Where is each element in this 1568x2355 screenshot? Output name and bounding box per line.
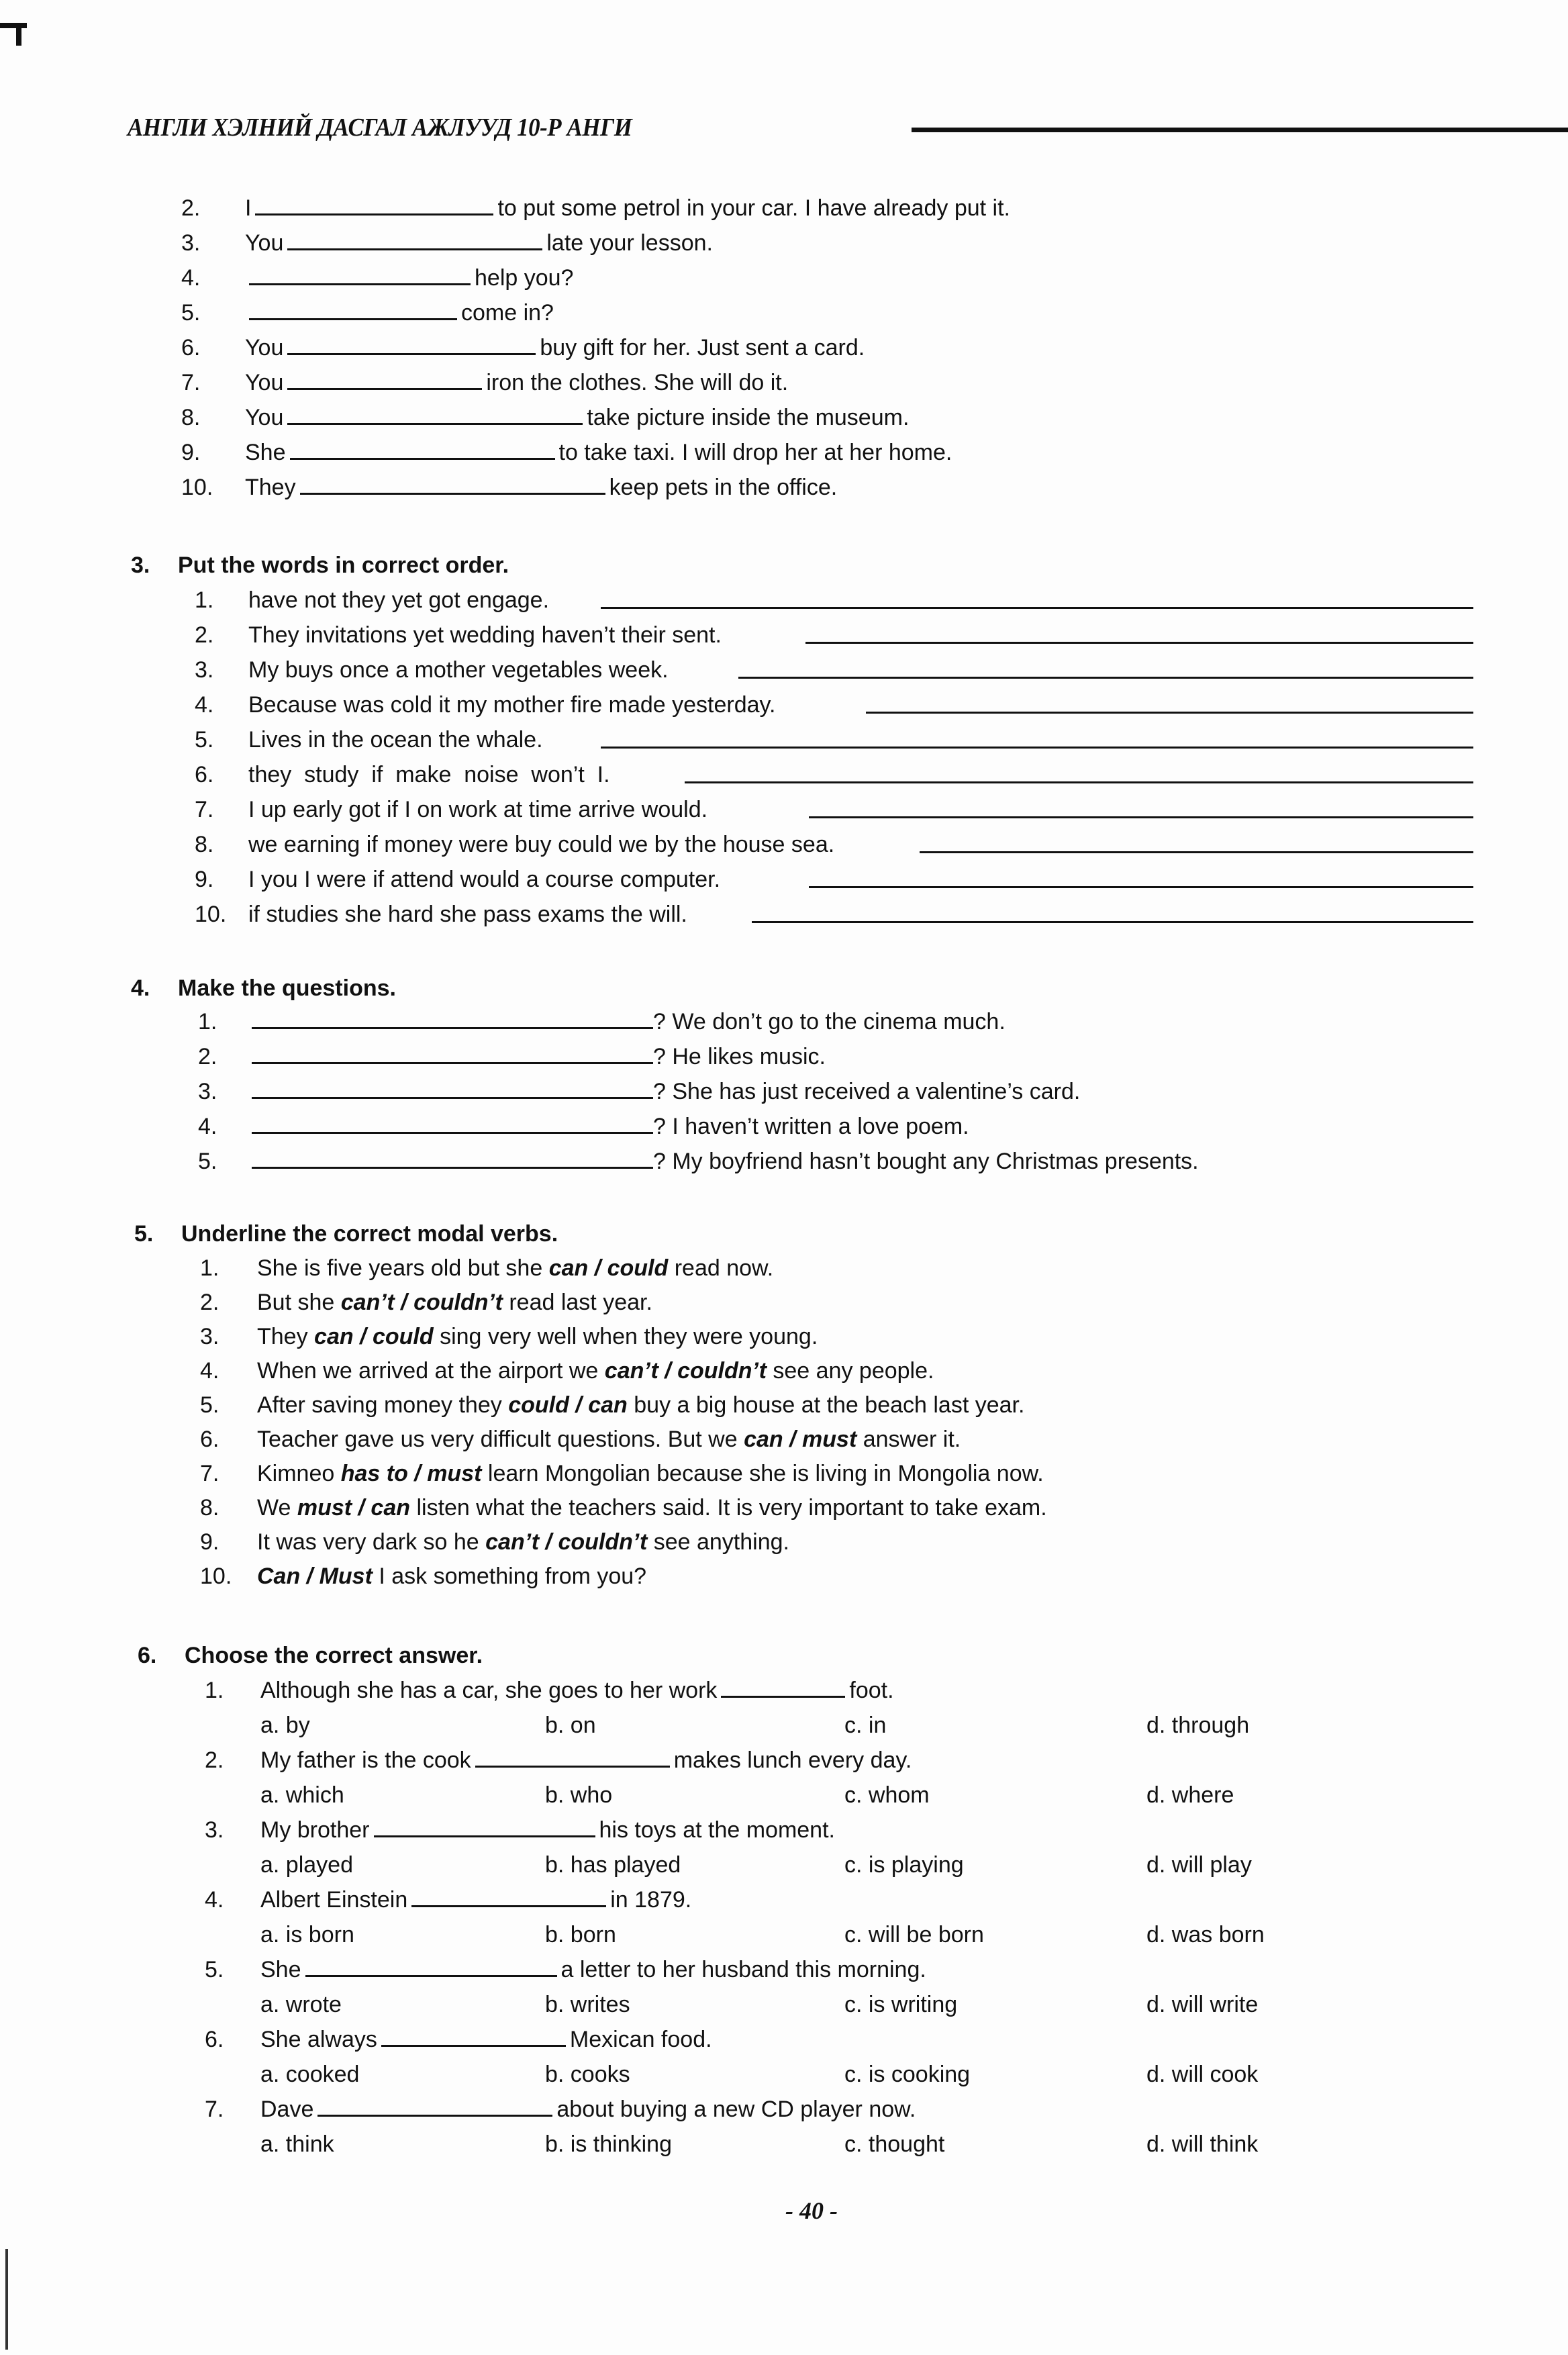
list-item: 7. You iron the clothes. She will do it. (181, 370, 789, 395)
scan-corner-mark (0, 23, 27, 28)
list-item: 5. ? My boyfriend hasn’t bought any Christmas presents. (198, 1149, 1199, 1174)
answer-line[interactable] (805, 642, 1473, 644)
list-item: 2. ? He likes music. (198, 1044, 826, 1069)
list-item: 6. Teacher gave us very difficult questions. But we can / must answer it. (200, 1427, 961, 1452)
modal-choice[interactable]: can’t / couldn’t (485, 1529, 648, 1555)
page-number: - 40 - (785, 2197, 838, 2224)
answer-line[interactable] (738, 677, 1473, 679)
section-title: 4. Make the questions. (131, 975, 396, 1001)
modal-choice[interactable]: can / must (744, 1427, 857, 1452)
list-item: 5. After saving money they could / can buy a big house at the beach last year. (200, 1392, 1025, 1418)
option-a[interactable]: a. played (260, 1852, 353, 1878)
list-item: 8. we earning if money were buy could we by the house sea. (195, 832, 835, 857)
scan-edge-mark (5, 2249, 8, 2350)
list-item: 5. Lives in the ocean the whale. (195, 727, 543, 753)
list-item: 6. they study if make noise won’t I. (195, 762, 610, 787)
answer-blank[interactable] (287, 369, 482, 390)
answer-blank[interactable] (411, 1886, 606, 1907)
section-title: 3. Put the words in correct order. (131, 552, 509, 578)
option-c[interactable]: c. thought (844, 2131, 945, 2157)
option-b[interactable]: b. who (545, 1782, 613, 1808)
answer-blank[interactable] (317, 2096, 552, 2117)
list-item: 9. It was very dark so he can’t / couldn’t see anything. (200, 1529, 789, 1555)
list-item: 1. have not they yet got engage. (195, 587, 550, 613)
option-b[interactable]: b. has played (545, 1852, 681, 1878)
option-c[interactable]: c. will be born (844, 1922, 984, 1948)
option-c[interactable]: c. is cooking (844, 2062, 971, 2087)
option-c[interactable]: c. is playing (844, 1852, 964, 1878)
option-b[interactable]: b. cooks (545, 2062, 630, 2087)
answer-blank[interactable] (255, 195, 493, 215)
question-blank[interactable] (252, 1113, 653, 1134)
list-item: 2. I to put some petrol in your car. I have already put it. (181, 195, 1010, 221)
question-row: 4. Albert Einstein in 1879. (205, 1887, 692, 1913)
list-item: 10. They keep pets in the office. (181, 475, 838, 500)
option-c[interactable]: c. whom (844, 1782, 930, 1808)
answer-line[interactable] (685, 781, 1473, 783)
question-row: 7. Dave about buying a new CD player now. (205, 2097, 916, 2122)
answer-line[interactable] (866, 712, 1473, 714)
list-item: 10. if studies she hard she pass exams the will. (195, 902, 687, 927)
modal-choice[interactable]: could / can (508, 1392, 628, 1418)
question-row: 2. My father is the cook makes lunch every day. (205, 1747, 912, 1773)
option-a[interactable]: a. which (260, 1782, 344, 1808)
modal-choice[interactable]: Can / Must (257, 1564, 373, 1589)
question-row: 1. Although she has a car, she goes to her work foot. (205, 1678, 894, 1703)
answer-line[interactable] (601, 747, 1473, 749)
answer-line[interactable] (809, 886, 1473, 888)
question-blank[interactable] (252, 1148, 653, 1169)
list-item: 9. I you I were if attend would a course computer. (195, 867, 721, 892)
answer-blank[interactable] (287, 404, 583, 425)
answer-line[interactable] (752, 921, 1473, 923)
modal-choice[interactable]: must / can (297, 1495, 411, 1521)
question-row: 6. She always Mexican food. (205, 2027, 712, 2052)
list-item: 6. You buy gift for her. Just sent a card. (181, 335, 865, 361)
page-header (128, 113, 1510, 153)
option-c[interactable]: c. is writing (844, 1992, 958, 2017)
list-item: 4. When we arrived at the airport we can’t / couldn’t see any people. (200, 1358, 934, 1384)
option-a[interactable]: a. cooked (260, 2062, 360, 2087)
answer-blank[interactable] (381, 2026, 566, 2047)
list-item: 1. ? We don’t go to the cinema much. (198, 1009, 1006, 1035)
list-item: 7. I up early got if I on work at time arrive would. (195, 797, 708, 822)
option-d[interactable]: d. will write (1146, 1992, 1259, 2017)
modal-choice[interactable]: can / could (548, 1255, 669, 1281)
answer-blank[interactable] (475, 1747, 670, 1768)
option-d[interactable]: d. was born (1146, 1922, 1265, 1948)
list-item: 3. You late your lesson. (181, 230, 713, 256)
option-d[interactable]: d. will cook (1146, 2062, 1259, 2087)
option-b[interactable]: b. is thinking (545, 2131, 672, 2157)
answer-line[interactable] (809, 816, 1473, 818)
list-item: 2. But she can’t / couldn’t read last year. (200, 1290, 652, 1315)
option-b[interactable]: b. writes (545, 1992, 630, 2017)
header-rule (912, 128, 1568, 132)
list-item: 8. We must / can listen what the teachers said. It is very important to take exam. (200, 1495, 1047, 1521)
list-item: 4. ? I haven’t written a love poem. (198, 1114, 969, 1139)
list-item: 2. They invitations yet wedding haven’t their sent. (195, 622, 722, 648)
option-b[interactable]: b. on (545, 1713, 596, 1738)
list-item: 8. You take picture inside the museum. (181, 405, 910, 430)
answer-blank[interactable] (287, 334, 536, 355)
section-title: 6. Choose the correct answer. (138, 1643, 483, 1668)
answer-blank[interactable] (721, 1677, 845, 1698)
question-blank[interactable] (252, 1078, 653, 1099)
list-item: 5. come in? (181, 300, 554, 326)
option-a[interactable]: a. think (260, 2131, 334, 2157)
answer-blank[interactable] (300, 474, 605, 495)
answer-line[interactable] (920, 851, 1473, 853)
list-item: 3. They can / could sing very well when they were young. (200, 1324, 818, 1349)
list-item: 4. help you? (181, 265, 574, 291)
option-d[interactable]: d. through (1146, 1713, 1250, 1738)
list-item: 1. She is five years old but she can / could read now. (200, 1255, 774, 1281)
question-row: 3. My brother his toys at the moment. (205, 1817, 835, 1843)
modal-choice[interactable]: can’t / couldn’t (604, 1358, 767, 1384)
list-item: 9. She to take taxi. I will drop her at her home. (181, 440, 952, 465)
list-item: 10. Can / Must I ask something from you? (200, 1564, 647, 1589)
question-row: 5. She a letter to her husband this morning. (205, 1957, 926, 1982)
modal-choice[interactable]: can’t / couldn’t (340, 1290, 503, 1315)
list-item: 3. ? She has just received a valentine’s card. (198, 1079, 1081, 1104)
section-title: 5. Underline the correct modal verbs. (134, 1221, 558, 1247)
answer-blank[interactable] (249, 265, 471, 285)
answer-blank[interactable] (290, 439, 555, 460)
option-c[interactable]: c. in (844, 1713, 887, 1738)
answer-blank[interactable] (249, 299, 457, 320)
answer-blank[interactable] (305, 1956, 557, 1977)
answer-blank[interactable] (287, 230, 542, 250)
modal-choice[interactable]: has to / must (340, 1461, 482, 1486)
answer-blank[interactable] (374, 1817, 595, 1837)
list-item: 7. Kimneo has to / must learn Mongolian because she is living in Mongolia now. (200, 1461, 1044, 1486)
option-d[interactable]: d. will think (1146, 2131, 1259, 2157)
option-d[interactable]: d. will play (1146, 1852, 1252, 1878)
page-title: АНГЛИ ХЭЛНИЙ ДАСГАЛ АЖЛУУД 10-Р АНГИ (128, 113, 632, 142)
question-blank[interactable] (252, 1008, 653, 1029)
question-blank[interactable] (252, 1043, 653, 1064)
modal-choice[interactable]: can / could (314, 1324, 434, 1349)
option-a[interactable]: a. by (260, 1713, 310, 1738)
list-item: 4. Because was cold it my mother fire made yesterday. (195, 692, 776, 718)
option-d[interactable]: d. where (1146, 1782, 1234, 1808)
option-a[interactable]: a. is born (260, 1922, 354, 1948)
option-b[interactable]: b. born (545, 1922, 616, 1948)
list-item: 3. My buys once a mother vegetables week. (195, 657, 669, 683)
scan-corner-mark (16, 23, 21, 46)
option-a[interactable]: a. wrote (260, 1992, 342, 2017)
answer-line[interactable] (601, 607, 1473, 609)
